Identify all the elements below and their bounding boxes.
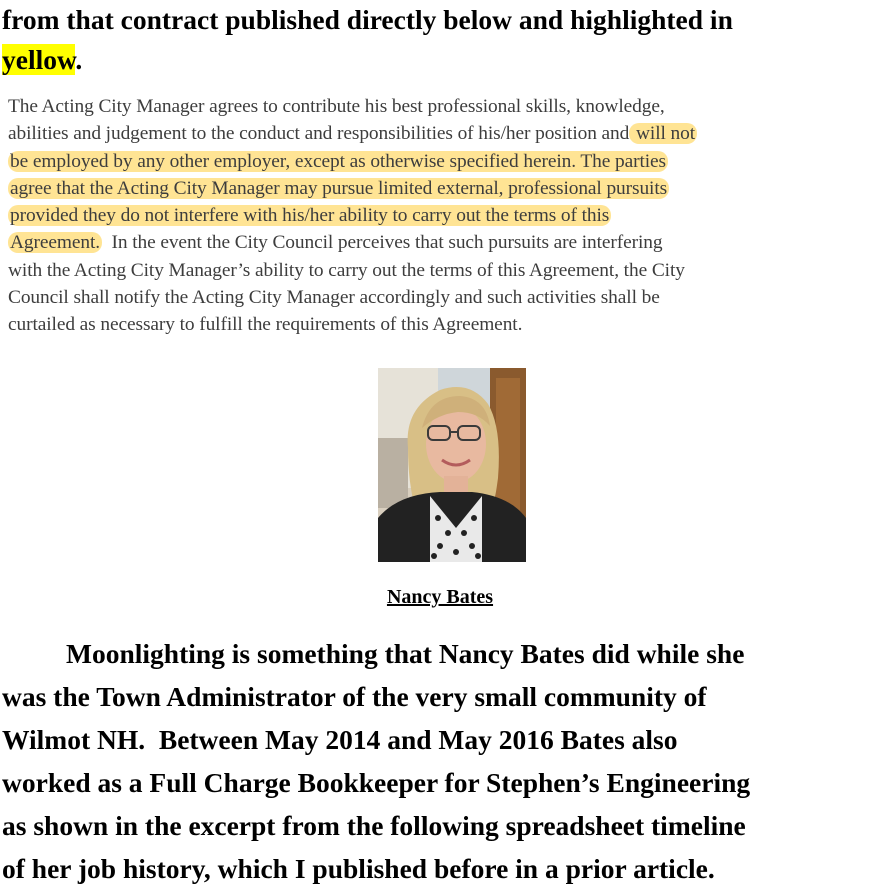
excerpt-text: abilities and judgement to the conduct and responsibilities of his/her position and bbox=[8, 123, 630, 145]
excerpt-line bbox=[8, 229, 870, 256]
body-line: Moonlighting is something that Nancy Bates did while she bbox=[66, 638, 745, 669]
excerpt-text: In the event the City Council perceives that such pursuits are interfering bbox=[102, 232, 663, 254]
highlighted-word: yellow bbox=[2, 44, 76, 75]
photo-caption: Nancy Bates bbox=[386, 586, 494, 608]
body-line: as shown in the excerpt from the following spreadsheet timeline bbox=[2, 810, 746, 841]
marker-highlight: Agreement. bbox=[10, 232, 100, 254]
intro-end-punct: . bbox=[75, 44, 83, 75]
body-line: of her job history, which I published before in a prior article. bbox=[2, 853, 715, 884]
marker-highlight: provided they do not interfere with his/her ability to carry out the terms of this bbox=[10, 205, 610, 227]
excerpt-line bbox=[8, 257, 870, 284]
body-line: worked as a Full Charge Bookkeeper for Stephen’s Engineering bbox=[2, 767, 751, 798]
marker-highlight: be employed by any other employer, except as otherwise specified herein. The parties bbox=[10, 150, 666, 172]
excerpt-line bbox=[8, 120, 870, 147]
excerpt-text: Council shall notify the Acting City Manager accordingly and such activities shall be bbox=[8, 287, 660, 309]
excerpt-text: with the Acting City Manager’s ability to carry out the terms of this Agreement, the City bbox=[8, 259, 685, 281]
body-paragraph bbox=[2, 632, 878, 890]
contract-excerpt bbox=[8, 93, 870, 339]
marker-highlight: agree that the Acting City Manager may pursue limited external, professional pursuits bbox=[10, 177, 668, 199]
excerpt-line bbox=[8, 175, 870, 202]
excerpt-line bbox=[8, 311, 870, 338]
excerpt-line bbox=[8, 284, 870, 311]
body-line: Wilmot NH. Between May 2014 and May 2016 Bates also bbox=[2, 724, 678, 755]
excerpt-line bbox=[8, 93, 870, 120]
marker-highlight: will not bbox=[631, 123, 695, 145]
intro-paragraph bbox=[2, 0, 878, 80]
excerpt-text: curtailed as necessary to fulfill the requirements of this Agreement. bbox=[8, 314, 523, 336]
intro-line: from that contract published directly below and highlighted in bbox=[2, 4, 733, 35]
portrait-photo bbox=[378, 368, 526, 562]
excerpt-line bbox=[8, 148, 870, 175]
body-line: was the Town Administrator of the very small community of bbox=[2, 681, 707, 712]
excerpt-line bbox=[8, 202, 870, 229]
excerpt-text: The Acting City Manager agrees to contribute his best professional skills, knowledge, bbox=[8, 96, 665, 117]
portrait-illustration bbox=[378, 368, 526, 562]
